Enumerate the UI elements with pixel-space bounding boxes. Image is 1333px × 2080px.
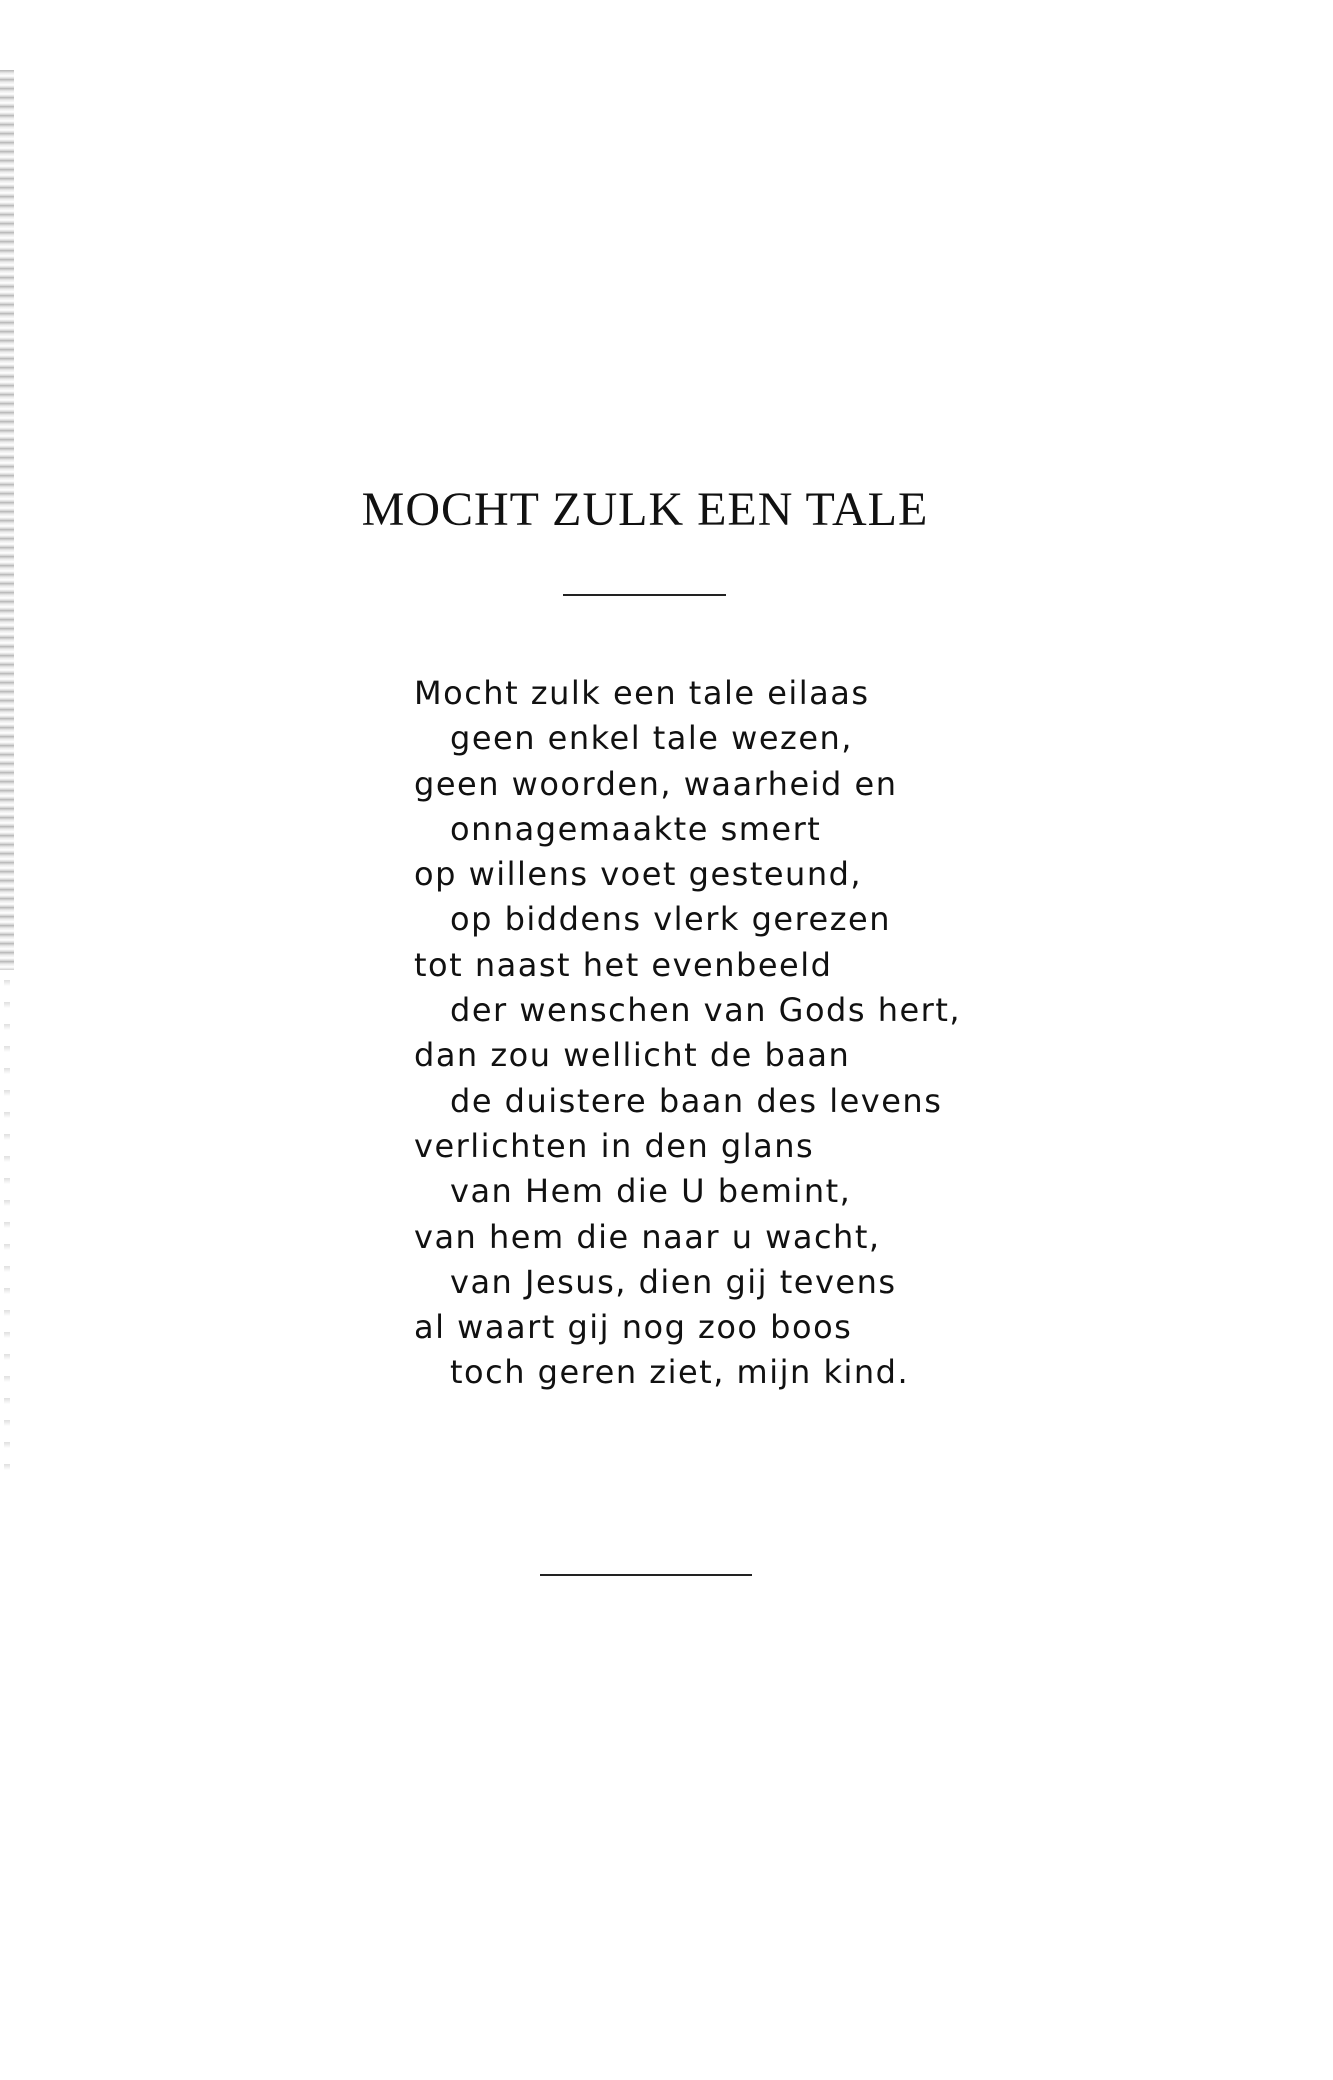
poem-title: MOCHT ZULK EEN TALE	[361, 483, 929, 536]
poem-line: geen enkel tale wezen,	[450, 719, 853, 758]
poem-line: van hem die naar u wacht,	[414, 1217, 881, 1256]
poem-line: van Jesus, dien gij tevens	[450, 1262, 897, 1301]
poem-line: Mocht zulk een tale eilaas	[414, 674, 870, 712]
poem-line: geen woorden, waarheid en	[414, 764, 898, 803]
poem-line: de duistere baan des levens	[450, 1081, 943, 1120]
poem-line: der wenschen van Gods hert,	[450, 991, 962, 1030]
binding-shadow-lower	[4, 980, 10, 1480]
poem-line: verlichten in den glans	[414, 1126, 815, 1165]
poem-line: van Hem die U bemint,	[450, 1172, 852, 1211]
poem-line: op willens voet gesteund,	[414, 855, 863, 894]
poem-line: tot naast het evenbeeld	[414, 945, 833, 984]
poem-line: op biddens vlerk gerezen	[450, 900, 891, 939]
poem-line: al waart gij nog zoo boos	[414, 1308, 853, 1347]
poem-line: toch geren ziet, mijn kind.	[450, 1353, 910, 1392]
title-divider	[563, 594, 726, 596]
end-divider	[540, 1574, 752, 1576]
poem-line: dan zou wellicht de baan	[414, 1036, 851, 1075]
poem-line: onnagemaakte smert	[450, 809, 822, 848]
poem-body	[414, 671, 961, 1396]
